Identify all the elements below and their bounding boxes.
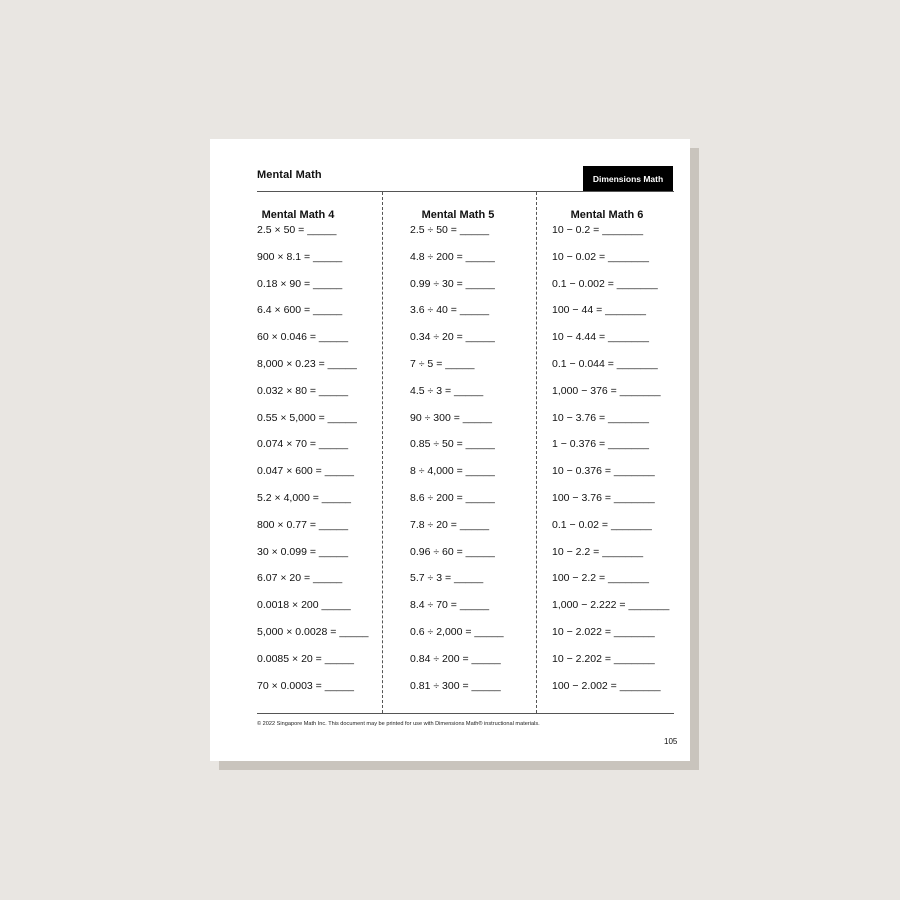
math-problem: 0.81 ÷ 300 = _____ [410, 679, 501, 692]
math-problem: 10 − 0.2 = _______ [552, 224, 644, 236]
math-problem: 8.6 ÷ 200 = _____ [410, 492, 495, 504]
math-problem: 6.07 × 20 = _____ [257, 572, 343, 585]
math-problem: 10 − 3.76 = _______ [552, 411, 649, 424]
math-problem: 8.4 ÷ 70 = _____ [410, 599, 490, 612]
math-problem: 0.074 × 70 = _____ [257, 438, 349, 451]
math-problem: 5.7 ÷ 3 = _____ [410, 572, 484, 585]
math-problem: 10 − 0.376 = _______ [552, 465, 655, 478]
math-problem: 0.0018 × 200 _____ [257, 599, 351, 612]
copyright-note: © 2022 Singapore Math Inc. This document may be printed for use with Dimensions Math® instructional materials. [257, 721, 540, 727]
math-problem: 1 − 0.376 = _______ [552, 438, 649, 451]
math-problem: 1,000 − 2.222 = _______ [552, 599, 670, 612]
math-problem: 0.1 − 0.044 = _______ [552, 358, 658, 370]
math-problem: 7.8 ÷ 20 = _____ [410, 518, 490, 531]
brand-tag: Dimensions Math [583, 166, 673, 191]
footer-rule [257, 713, 674, 714]
math-problem: 0.047 × 600 = _____ [257, 465, 354, 478]
math-problem: 0.0085 × 20 = _____ [257, 652, 354, 665]
math-problem: 10 − 2.202 = _______ [552, 652, 655, 665]
math-problem: 10 − 4.44 = _______ [552, 331, 649, 344]
math-problem: 0.85 ÷ 50 = _____ [410, 438, 495, 451]
column-divider [536, 192, 537, 713]
math-problem: 800 × 0.77 = _____ [257, 518, 349, 531]
math-problem: 7 ÷ 5 = _____ [410, 358, 475, 370]
math-problem: 4.8 ÷ 200 = _____ [410, 250, 495, 263]
math-problem: 0.1 − 0.02 = _______ [552, 518, 652, 531]
math-problem: 2.5 × 50 = _____ [257, 224, 337, 236]
math-problem: 100 − 2.002 = _______ [552, 679, 661, 692]
column-title: Mental Math 5 [421, 209, 495, 221]
math-problem: 5,000 × 0.0028 = _____ [257, 626, 369, 638]
math-problem: 0.96 ÷ 60 = _____ [410, 545, 495, 558]
math-problem: 0.1 − 0.002 = _______ [552, 277, 658, 290]
math-problem: 10 − 2.2 = _______ [552, 545, 644, 558]
math-problem: 0.84 ÷ 200 = _____ [410, 652, 501, 665]
math-problem: 8 ÷ 4,000 = _____ [410, 465, 495, 478]
worksheet-page [210, 139, 690, 761]
column-title: Mental Math 4 [261, 209, 335, 221]
math-problem: 900 × 8.1 = _____ [257, 250, 343, 263]
math-problem: 0.18 × 90 = _____ [257, 277, 343, 290]
math-problem: 0.34 ÷ 20 = _____ [410, 331, 495, 344]
math-problem: 8,000 × 0.23 = _____ [257, 358, 357, 370]
math-problem: 6.4 × 600 = _____ [257, 304, 343, 317]
math-problem: 60 × 0.046 = _____ [257, 331, 349, 344]
math-problem: 2.5 ÷ 50 = _____ [410, 224, 490, 236]
math-problem: 70 × 0.0003 = _____ [257, 679, 354, 692]
math-problem: 10 − 0.02 = _______ [552, 250, 649, 263]
math-problem: 10 − 2.022 = _______ [552, 626, 655, 638]
math-problem: 1,000 − 376 = _______ [552, 384, 661, 397]
math-problem: 0.6 ÷ 2,000 = _____ [410, 626, 504, 638]
header-rule [257, 191, 674, 192]
math-problem: 90 ÷ 300 = _____ [410, 411, 492, 424]
math-problem: 0.55 × 5,000 = _____ [257, 411, 357, 424]
math-problem: 3.6 ÷ 40 = _____ [410, 304, 490, 317]
math-problem: 100 − 3.76 = _______ [552, 492, 655, 504]
column-title: Mental Math 6 [570, 209, 644, 221]
math-problem: 30 × 0.099 = _____ [257, 545, 349, 558]
math-problem: 0.99 ÷ 30 = _____ [410, 277, 495, 290]
column-divider [382, 192, 383, 713]
math-problem: 100 − 44 = _______ [552, 304, 647, 317]
math-problem: 100 − 2.2 = _______ [552, 572, 649, 585]
math-problem: 5.2 × 4,000 = _____ [257, 492, 352, 504]
page-title: Mental Math [257, 169, 322, 181]
math-problem: 4.5 ÷ 3 = _____ [410, 384, 484, 397]
page-number: 105 [664, 737, 678, 746]
math-problem: 0.032 × 80 = _____ [257, 384, 349, 397]
